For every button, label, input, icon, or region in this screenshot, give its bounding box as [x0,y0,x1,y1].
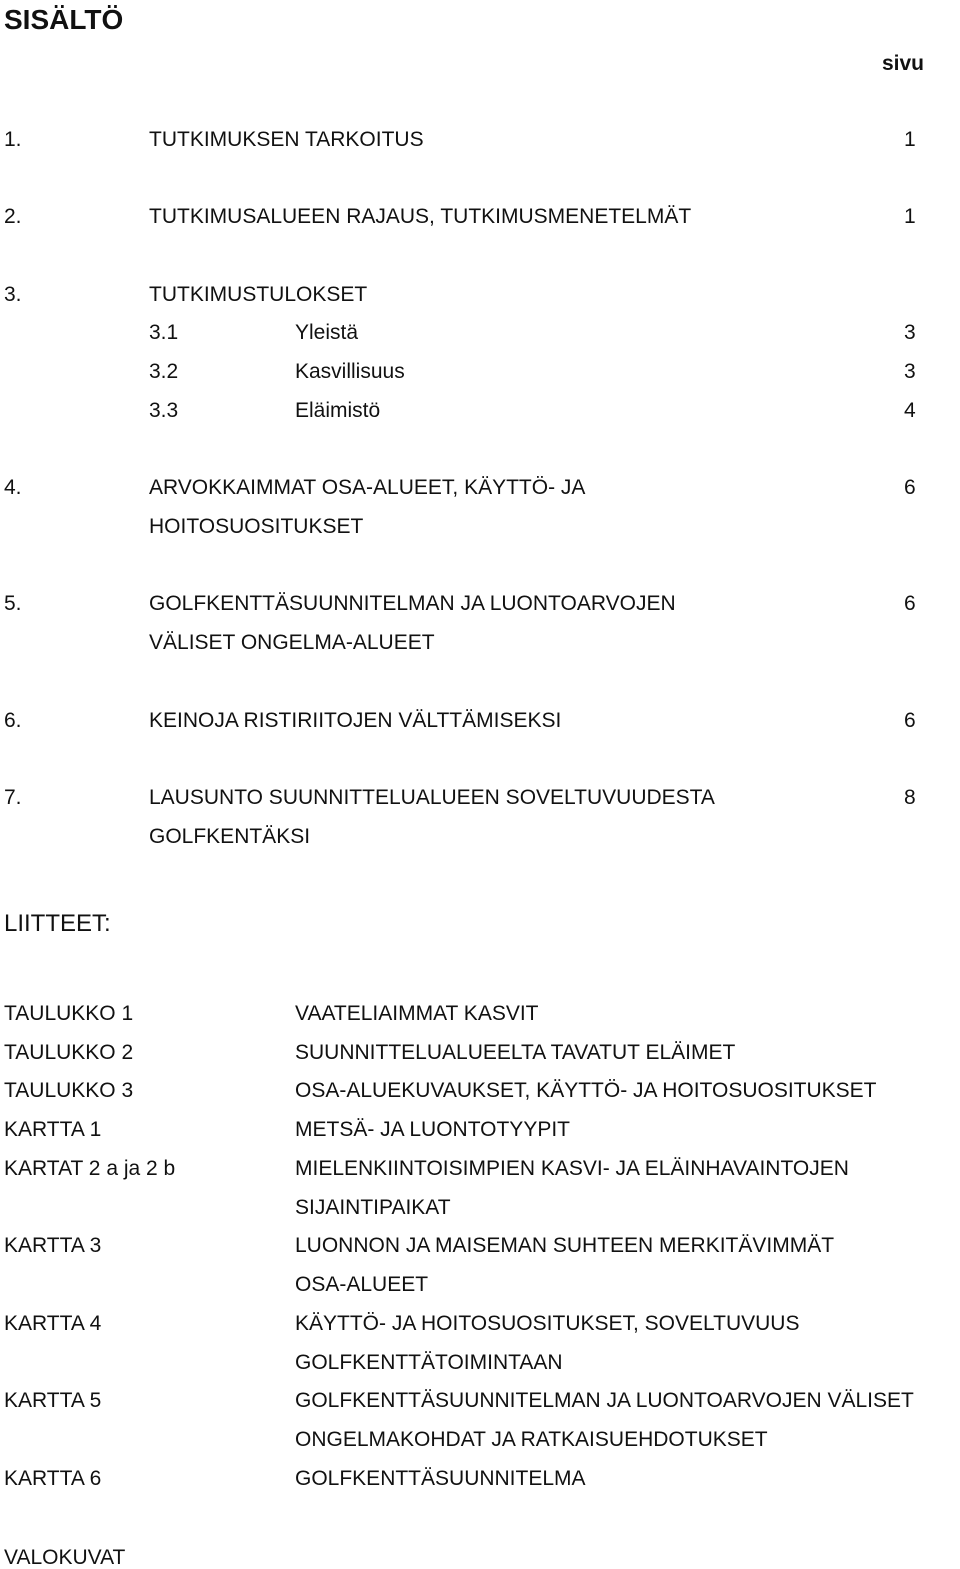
toc-5-number: 5. [4,592,22,615]
attachment-6-title-line-2: OSA-ALUEET [295,1273,429,1296]
toc-4-number: 4. [4,476,22,499]
toc-5-page: 6 [904,592,916,615]
attachment-3-title: OSA-ALUEKUVAUKSET, KÄYTTÖ- JA HOITOSUOSITUKSET [295,1079,877,1102]
toc-3-1-title: Yleistä [295,321,359,344]
page-title: SISÄLTÖ [4,4,124,35]
toc-1-page: 1 [904,128,916,151]
attachment-9-label: KARTTA 6 [4,1467,102,1490]
attachment-8-label: KARTTA 5 [4,1389,102,1412]
toc-6-number: 6. [4,709,22,732]
toc-4-title-line-2: HOITOSUOSITUKSET [149,515,364,538]
toc-3-3-number: 3.3 [149,399,179,422]
attachment-8-title-line-2: ONGELMAKOHDAT JA RATKAISUEHDOTUKSET [295,1428,768,1451]
toc-3-2-title: Kasvillisuus [295,360,405,383]
page-column-header: sivu [881,52,924,75]
toc-3-3-page: 4 [904,399,916,422]
toc-7-page: 8 [904,786,916,809]
attachment-5-label: KARTAT 2 a ja 2 b [4,1157,176,1180]
attachment-1-title: VAATELIAIMMAT KASVIT [295,1002,539,1025]
attachment-6-title-line-1: LUONNON JA MAISEMAN SUHTEEN MERKITÄVIMMÄT [295,1234,835,1257]
attachment-3-label: TAULUKKO 3 [4,1079,134,1102]
toc-2-number: 2. [4,205,22,228]
toc-3-1-number: 3.1 [149,321,179,344]
toc-1-title: TUTKIMUKSEN TARKOITUS [149,128,424,151]
attachment-2-title: SUUNNITTELUALUEELTA TAVATUT ELÄIMET [295,1041,736,1064]
toc-3-title: TUTKIMUSTULOKSET [149,283,368,306]
toc-6-title: KEINOJA RISTIRIITOJEN VÄLTTÄMISEKSI [149,709,562,732]
attachment-9-title: GOLFKENTTÄSUUNNITELMA [295,1467,586,1490]
photos-heading: VALOKUVAT [4,1546,126,1569]
toc-6-page: 6 [904,709,916,732]
attachment-7-title-line-2: GOLFKENTTÄTOIMINTAAN [295,1351,563,1374]
toc-7-title-line-1: LAUSUNTO SUUNNITTELUALUEEN SOVELTUVUUDESTA [149,786,715,809]
toc-5-title-line-1: GOLFKENTTÄSUUNNITELMAN JA LUONTOARVOJEN [149,592,676,615]
attachment-5-title-line-1: MIELENKIINTOISIMPIEN KASVI- JA ELÄINHAVAINTOJEN [295,1157,849,1180]
attachments-heading: LIITTEET: [4,910,111,937]
toc-3-3-title: Eläimistö [295,399,381,422]
toc-1-number: 1. [4,128,22,151]
attachment-7-label: KARTTA 4 [4,1312,102,1335]
toc-3-1-page: 3 [904,321,916,344]
toc-2-page: 1 [904,205,916,228]
toc-2-title: TUTKIMUSALUEEN RAJAUS, TUTKIMUSMENETELMÄT [149,205,692,228]
attachment-2-label: TAULUKKO 2 [4,1041,134,1064]
attachment-1-label: TAULUKKO 1 [4,1002,134,1025]
toc-3-number: 3. [4,283,22,306]
attachment-8-title-line-1: GOLFKENTTÄSUUNNITELMAN JA LUONTOARVOJEN VÄLISET [295,1389,914,1412]
toc-7-title-line-2: GOLFKENTÄKSI [149,825,311,848]
attachment-7-title-line-1: KÄYTTÖ- JA HOITOSUOSITUKSET, SOVELTUVUUS [295,1312,800,1335]
attachment-4-label: KARTTA 1 [4,1118,102,1141]
attachment-5-title-line-2: SIJAINTIPAIKAT [295,1196,451,1219]
toc-5-title-line-2: VÄLISET ONGELMA-ALUEET [149,631,435,654]
attachment-4-title: METSÄ- JA LUONTOTYYPIT [295,1118,570,1141]
toc-4-title-line-1: ARVOKKAIMMAT OSA-ALUEET, KÄYTTÖ- JA [149,476,586,499]
toc-3-2-number: 3.2 [149,360,179,383]
toc-3-2-page: 3 [904,360,916,383]
toc-4-page: 6 [904,476,916,499]
attachment-6-label: KARTTA 3 [4,1234,102,1257]
toc-7-number: 7. [4,786,22,809]
